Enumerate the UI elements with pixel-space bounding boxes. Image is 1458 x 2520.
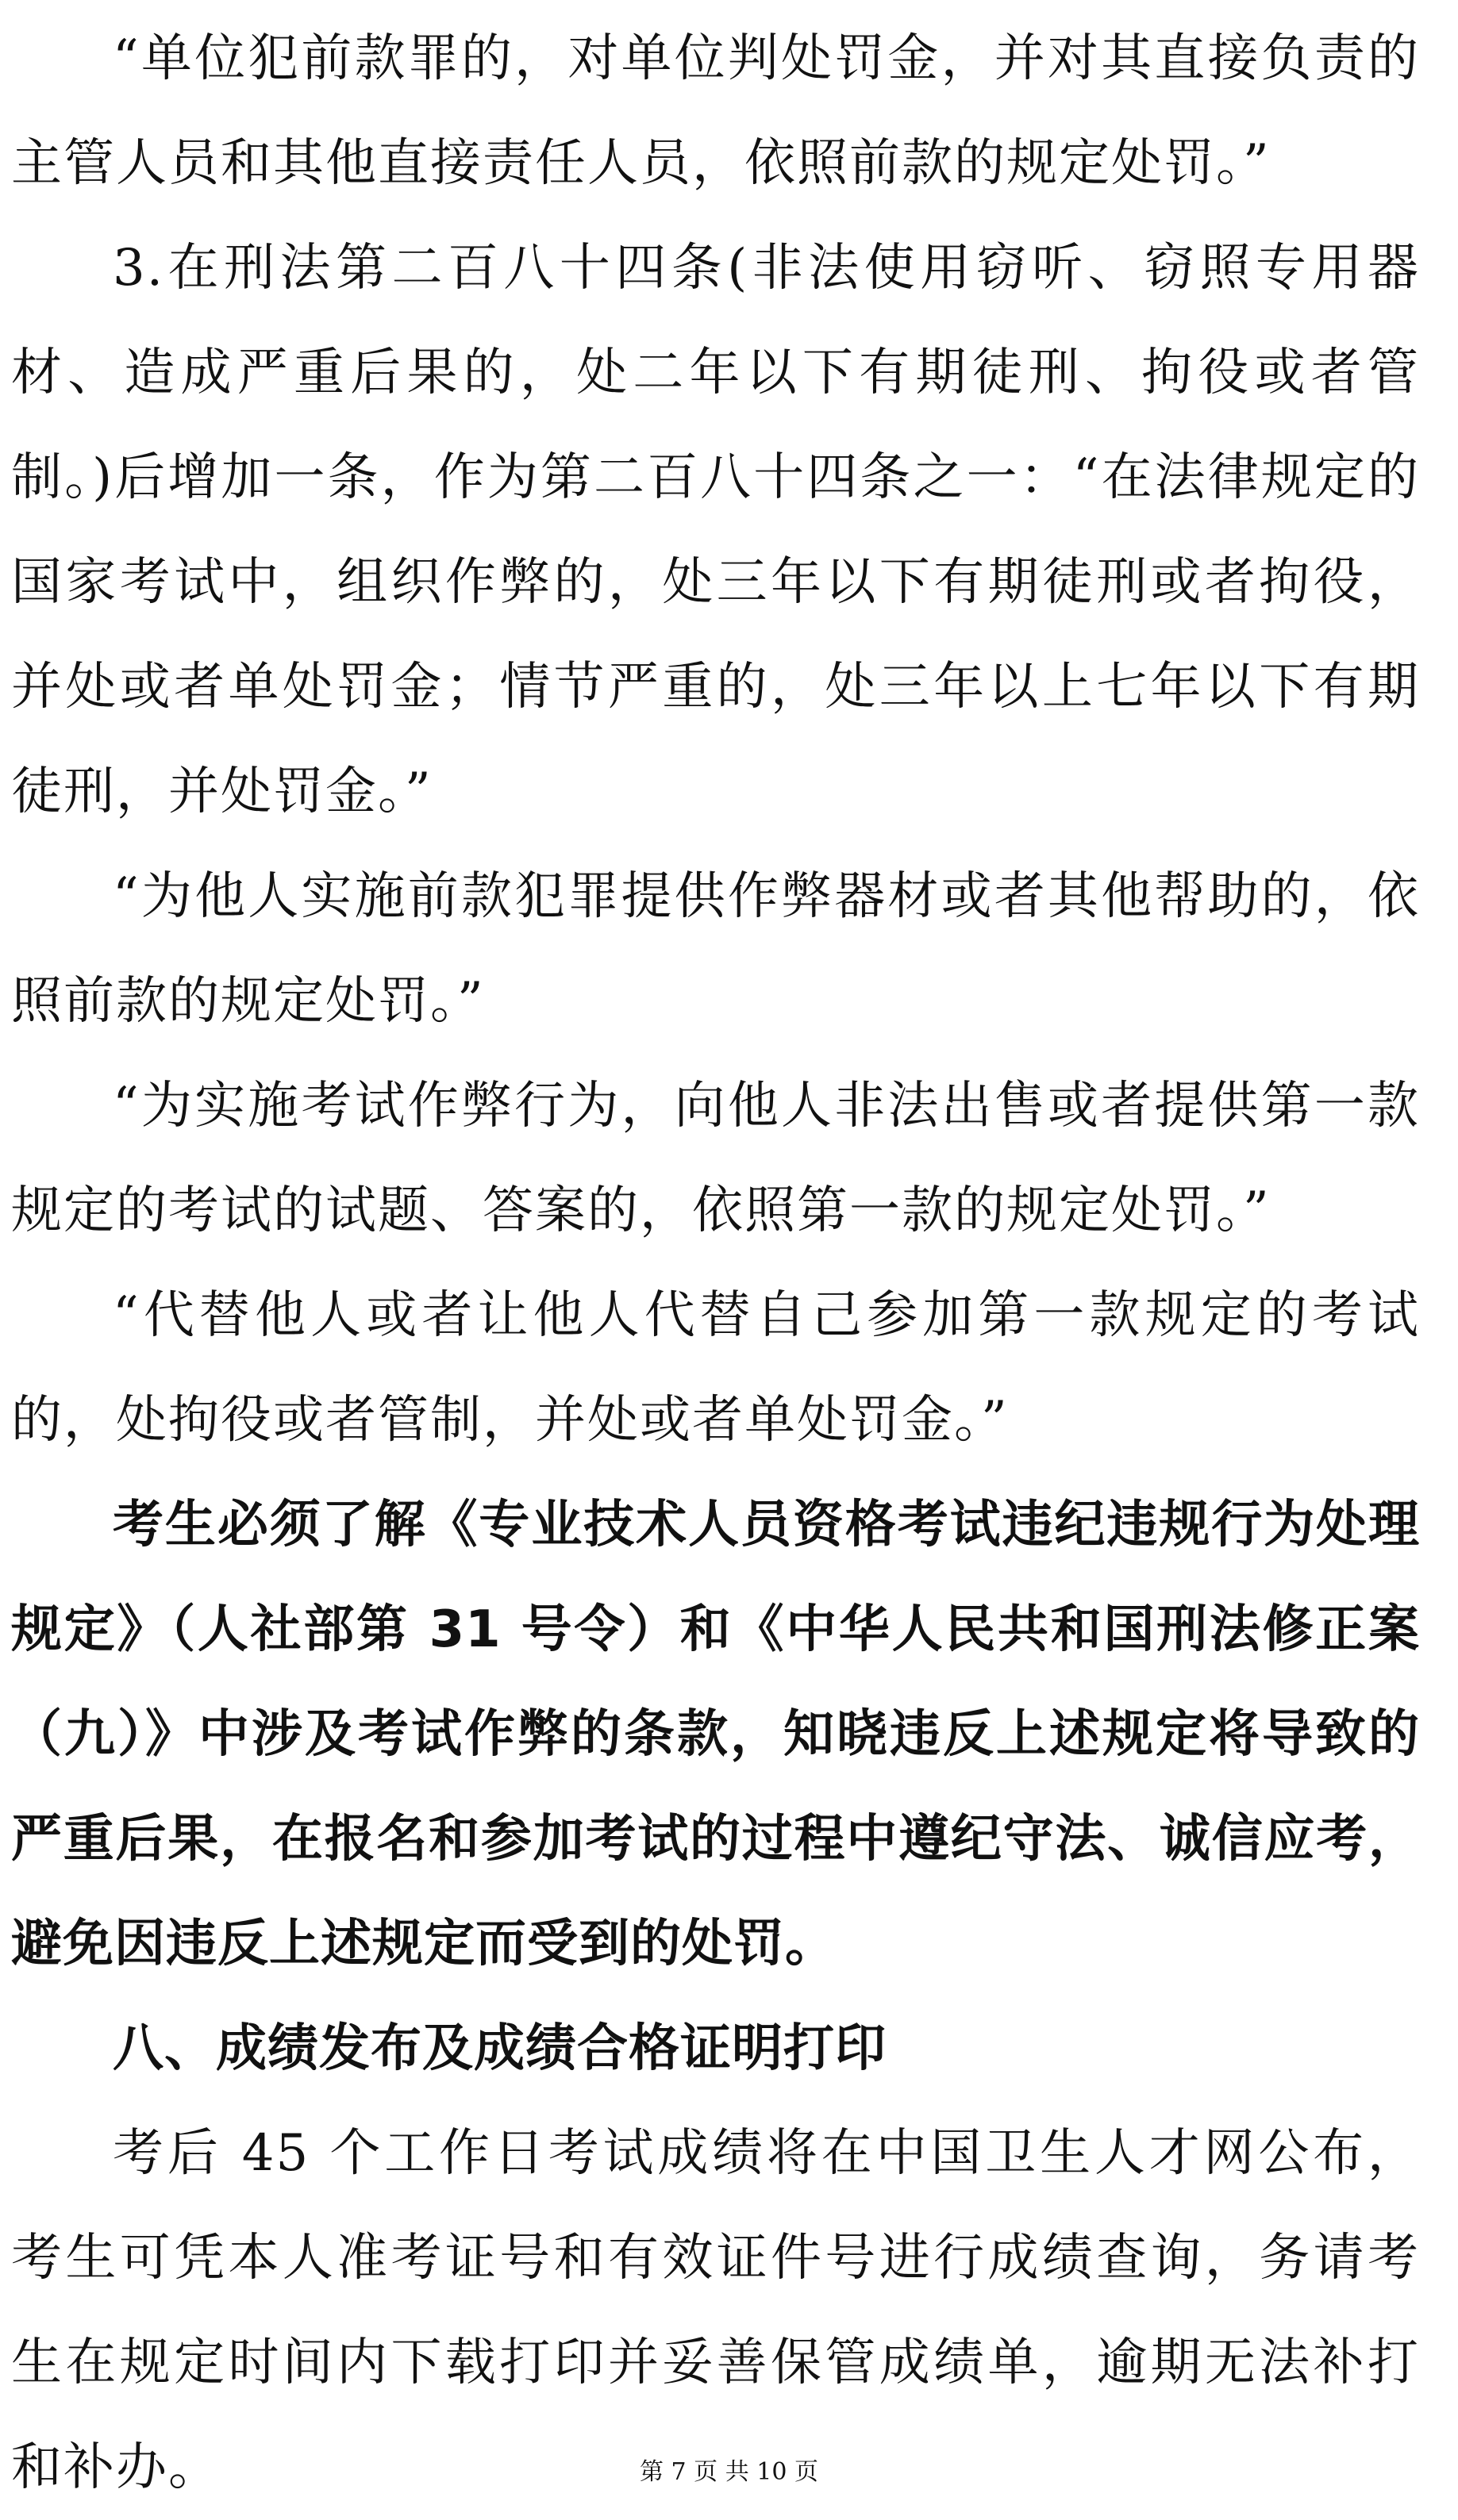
paragraph-article-284-amendment: 3.在刑法第二百八十四条(非法使用窃听、窃照专用器材、造成严重后果的，处二年以下有期徒刑、拘役或者管制。)后增加一条，作为第二百八十四条之一：“在法律规定的国家考试中，组织作弊的，处三年以下有期徒刑或者拘役，并处或者单处罚金；情节严重的，处三年以上七年以下有期徒刑，并处罚金。” bbox=[11, 239, 1420, 821]
paragraph-unit-crime-clause: “单位犯前款罪的，对单位判处罚金，并对其直接负责的主管人员和其他直接责任人员，依照前款的规定处罚。” bbox=[11, 29, 1420, 193]
paragraph-assisting-cheating: “为他人实施前款犯罪提供作弊器材或者其他帮助的，依照前款的规定处罚。” bbox=[11, 867, 1420, 1031]
page-number-footer: 第 7 页 共 10 页 bbox=[640, 2458, 818, 2486]
section-heading-results: 八、成绩发布及成绩合格证明打印 bbox=[113, 2019, 887, 2078]
paragraph-impersonation: “代替他人或者让他人代替自己参加第一款规定的考试的，处拘役或者管制，并处或者单处罚金。” bbox=[11, 1286, 1420, 1450]
paragraph-selling-exam-answers: “为实施考试作弊行为，向他人非法出售或者提供第一款规定的考试的试题、答案的，依照第一款的规定处罚。” bbox=[11, 1077, 1420, 1240]
document-body bbox=[11, 6, 1420, 2520]
paragraph-results-release: 考后 45 个工作日考试成绩将在中国卫生人才网公布，考生可凭本人准考证号和有效证件号进行成绩查询，务请考生在规定时间内下载打印并妥善保管成绩单，逾期无法补打和补办。 bbox=[11, 2124, 1420, 2497]
paragraph-candidate-notice: 考生必须了解《专业技术人员资格考试违纪违规行为处理规定》（人社部第 31 号令）和《中华人民共和国刑法修正案（九）》中涉及考试作弊的条款，知晓违反上述规定将导致的严重后果，在报名和参加考试的过程中遵纪守法、诚信应考，避免因违反上述规定而受到的处罚。 bbox=[11, 1496, 1420, 1973]
